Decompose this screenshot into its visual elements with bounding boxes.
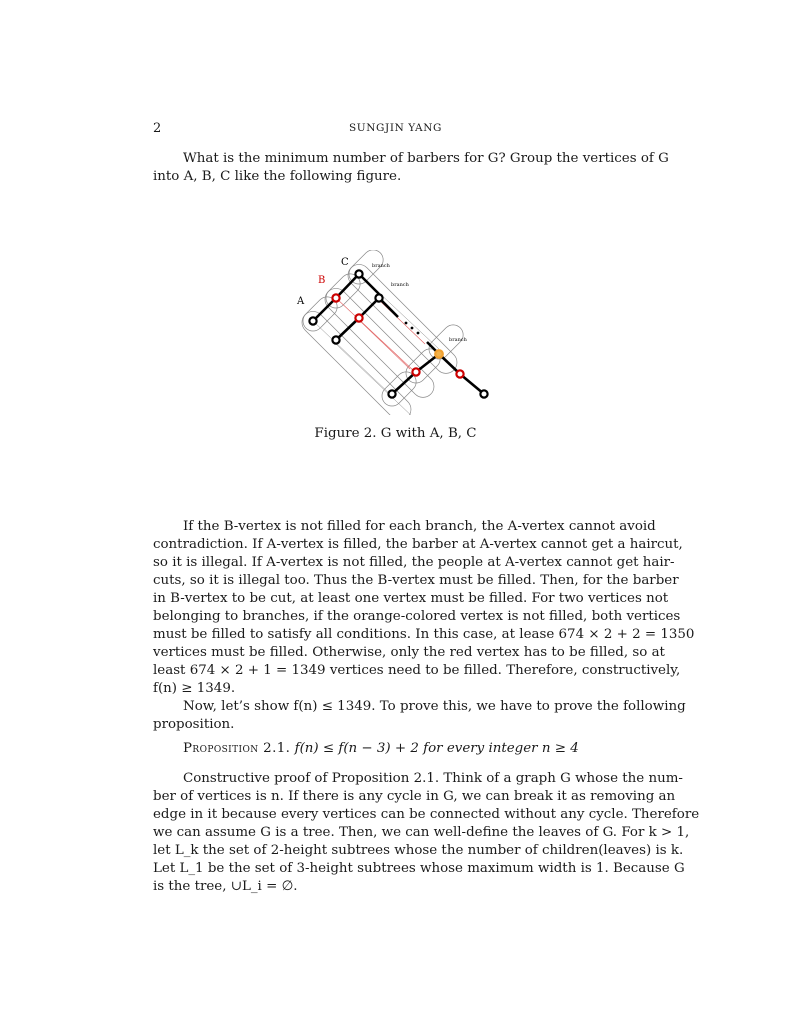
text-line: Constructive proof of Proposition 2.1. Think of a graph G whose the num- xyxy=(183,771,683,786)
text-line: Now, let’s show f(n) ≤ 1349. To prove this, we have to prove the following xyxy=(183,699,686,714)
proof-paragraph xyxy=(153,770,700,896)
label-b: B xyxy=(318,275,326,286)
label-branch: branch xyxy=(391,282,409,288)
vertex-black xyxy=(388,390,395,397)
intro-line: What is the minimum number of barbers for G? Group the vertices of G xyxy=(183,151,669,166)
body-paragraph-2 xyxy=(153,698,686,734)
vertices xyxy=(309,270,487,397)
text-line: belonging to branches, if the orange-colored vertex is not filled, both vertices xyxy=(153,609,681,624)
red-connectors xyxy=(336,298,425,373)
vertex-red xyxy=(332,294,339,301)
proposition-statement: f(n) ≤ f(n − 3) + 2 for every integer n ≥ 4 xyxy=(294,741,579,756)
tree-edge xyxy=(336,318,359,340)
text-line: we can assume G is a tree. Then, we can well-define the leaves of G. For k > 1, xyxy=(153,825,690,840)
proposition-label: Proposition 2.1. xyxy=(183,741,291,756)
text-line: f(n) ≥ 1349. xyxy=(153,681,236,696)
text-line: let L_k the set of 2-height subtrees whose the number of children(leaves) is k. xyxy=(153,843,684,858)
figure-caption: Figure 2. G with A, B, C xyxy=(314,426,477,441)
red-connector xyxy=(359,320,410,369)
text-line: proposition. xyxy=(153,717,235,732)
vertex-black xyxy=(480,390,487,397)
page-number: 2 xyxy=(153,121,162,136)
text-line: vertices must be filled. Otherwise, only the red vertex has to be filled, so at xyxy=(153,645,665,660)
vertex-black xyxy=(309,317,316,324)
tree-edge xyxy=(313,298,336,321)
vertex-orange xyxy=(435,350,443,358)
body-paragraph-1 xyxy=(153,518,695,698)
text-line: Let L_1 be the set of 3-height subtrees whose maximum width is 1. Because G xyxy=(153,861,685,876)
ellipsis-dot xyxy=(417,332,420,335)
vertex-red xyxy=(355,314,362,321)
text-line: so it is illegal. If A-vertex is not filled, the people at A-vertex cannot get hair- xyxy=(153,555,675,570)
vertex-black xyxy=(332,336,339,343)
vertex-red xyxy=(456,370,463,377)
tree-edge xyxy=(336,274,359,298)
label-branch: branch xyxy=(449,337,467,343)
intro-paragraph xyxy=(153,150,669,186)
figure-graph xyxy=(280,250,510,415)
text-line: must be filled to satisfy all conditions. In this case, at lease 674 × 2 + 2 = 1350 xyxy=(153,627,695,642)
tree-edge xyxy=(392,372,416,394)
intro-line: into A, B, C like the following figure. xyxy=(153,169,402,184)
text-line: in B-vertex to be cut, at least one vertex must be filled. For two vertices not xyxy=(153,591,669,606)
ellipsis-dot xyxy=(411,327,414,330)
text-line: is the tree, ∪L_i = ∅. xyxy=(153,879,298,894)
label-c: C xyxy=(341,257,349,268)
vertex-red xyxy=(412,368,419,375)
text-line: contradiction. If A-vertex is filled, the barber at A-vertex cannot get a haircut, xyxy=(153,537,683,552)
ellipsis-dot xyxy=(405,322,408,325)
text-line: ber of vertices is n. If there is any cycle in G, we can break it as removing an xyxy=(153,789,676,804)
text-line: cuts, so it is illegal too. Thus the B-vertex must be filled. Then, for the barber xyxy=(153,573,679,588)
text-line: If the B-vertex is not filled for each branch, the A-vertex cannot avoid xyxy=(183,519,656,534)
vertex-black xyxy=(375,294,382,301)
text-line: edge in it because every vertices can be connected without any cycle. Therefore xyxy=(153,807,700,822)
label-a: A xyxy=(297,296,305,307)
vertex-black xyxy=(355,270,362,277)
proposition xyxy=(183,741,579,756)
grid-line xyxy=(313,321,392,396)
running-title: SUNGJIN YANG xyxy=(349,122,442,134)
text-line: least 674 × 2 + 1 = 1349 vertices need to be filled. Therefore, constructively, xyxy=(153,663,681,678)
label-branch: branch xyxy=(372,263,390,269)
